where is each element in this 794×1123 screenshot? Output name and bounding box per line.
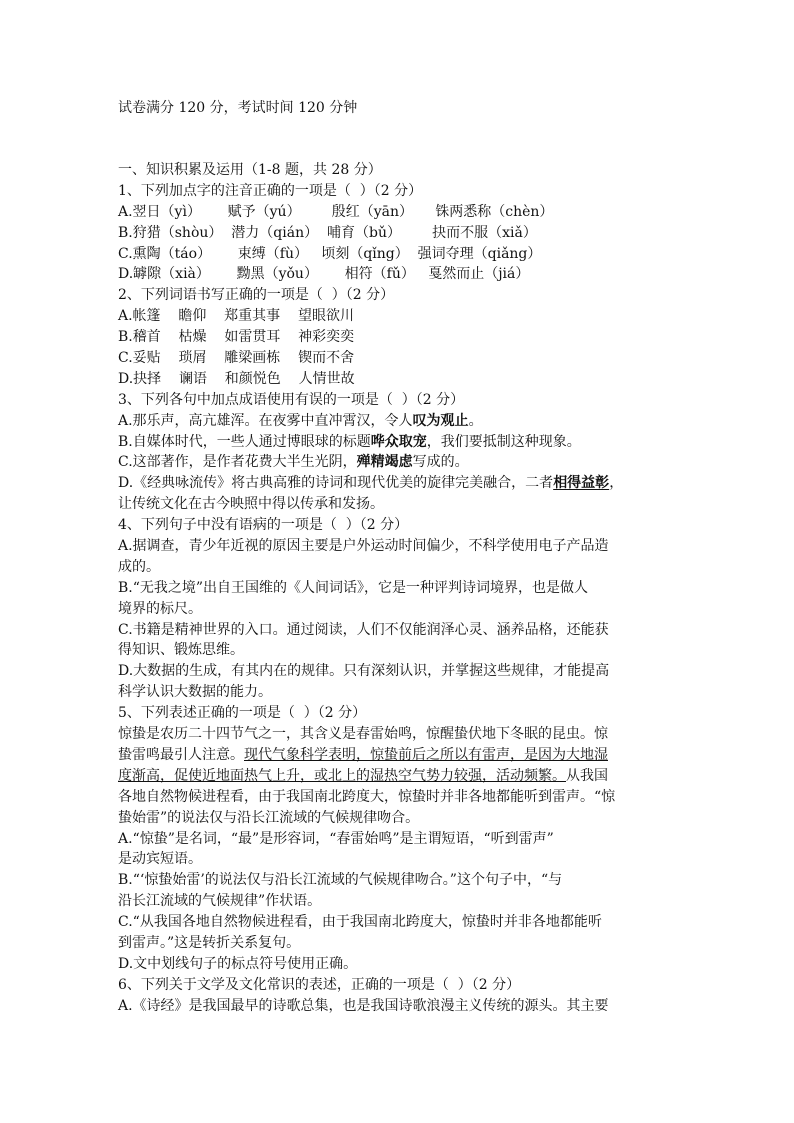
q1-option-a: A.翌日（yì） 赋予（yú） 殷红（yān） 铢两悉称（chèn） [118,203,554,220]
q5-option-c: C.“从我国各地自然物候进程看，由于我国南北跨度大，惊蛰时并非各地都能听 [118,914,602,931]
q3-c-end: 写成的。 [412,454,469,471]
q5-stem: 5、下列表述正确的一项是（ ）（2 分） [118,705,367,722]
q4-option-a: A.据调查，青少年近视的原因主要是户外运动时间偏少，不科学使用电子产品造 [118,538,609,555]
q5-option-a-cont: 是动宾短语。 [118,851,202,868]
q3-stem: 3、下列各句中加点成语使用有误的一项是（ ）（2 分） [118,391,465,408]
q1-option-d: D.罅隙（xià） 黝黑（yǒu） 相符（fǔ） 戛然而止（jiá） [118,266,530,283]
q4-option-c: C.书籍是精神世界的入口。通过阅读，人们不仅能润泽心灵、涵养品格，还能获 [118,621,609,638]
q1-option-b: B.狩猎（shòu） 潜力（qián） 哺育（bǔ） 抉而不服（xiǎ） [118,224,537,241]
q3-option-d [118,473,678,494]
q5-option-d: D.文中划线句子的标点符号使用正确。 [118,955,358,972]
q5-option-c-cont: 到雷声。”这是转折关系复句。 [118,934,301,951]
q5-underlined-sentence: 现代气象科学表明，惊蛰前后之所以有雷声，是因为大地湿 [244,746,608,763]
q3-d-idiom: 相得益彰 [553,475,610,492]
q2-option-d: D.抉择 谰语 和颜悦色 人情世故 [118,370,355,387]
q3-option-b [118,432,678,453]
q5-option-b-cont: 沿长江流域的气候规律”作状语。 [118,893,322,910]
q5-underlined-sentence-cont: 度渐高，促使近地面热气上升，或北上的湿热空气势力较强，活动频繁。 [118,767,566,784]
q5-passage-2 [118,745,678,766]
q4-option-d-cont: 科学认识大数据的能力。 [118,684,272,701]
q2-option-a: A.帐篷 瞻仰 郑重其事 望眼欲川 [118,308,354,325]
q2-option-b: B.稽首 枯燥 如雷贯耳 神彩奕奕 [118,329,355,346]
q5-passage-5: 蛰始雷”的说法仅与沿长江流域的气候规律吻合。 [118,809,420,826]
q6-stem: 6、下列关于文学及文化常识的表述，正确的一项是（ ）（2 分） [118,976,521,993]
q3-a-idiom: 叹为观止 [412,412,469,429]
q3-c-idiom: 殚精竭虑 [356,454,413,471]
q5-passage-3-text: 从我国 [566,767,608,784]
q3-b-text: B.自媒体时代，一些人通过博眼球的标题 [118,433,371,450]
q1-stem: 1、下列加点字的注音正确的一项是（ ）（2 分） [118,182,423,199]
section-title: 一、知识积累及运用（1-8 题，共 28 分） [118,162,382,178]
q1-option-c: C.熏陶（táo） 束缚（fù） 顷刻（qǐng） 强词夺理（qiǎng） [118,245,542,262]
q3-d-end: ， [609,475,624,492]
q4-stem: 4、下列句子中没有语病的一项是（ ）（2 分） [118,517,409,534]
q6-option-a: A.《诗经》是我国最早的诗歌总集，也是我国诗歌浪漫主义传统的源头。其主要 [118,997,609,1014]
q4-option-a-cont: 成的。 [118,558,160,575]
q3-option-c [118,452,678,473]
q3-b-idiom: 哗众取宠 [370,433,427,450]
q3-a-text: A.那乐声，高亢雄浑。在夜雾中直冲霄汉，令人 [118,412,413,429]
q3-b-end: ，我们要抵制这种现象。 [426,433,581,450]
exam-body [118,160,678,1017]
q3-d-text: D.《经典咏流传》将古典高雅的诗词和现代优美的旋律完美融合，二者 [118,475,554,492]
q3-c-text: C.这部著作，是作者花费大半生光阴， [118,454,357,471]
q3-a-end: 。 [468,412,483,429]
q5-passage-4: 各地自然物候进程看，由于我国南北跨度大，惊蛰时并非各地都能听到雷声。“惊 [118,788,616,805]
q5-passage-3 [118,766,678,787]
q4-option-c-cont: 得知识、锻炼思维。 [118,642,244,659]
q5-option-b: B.“‘惊蛰始雷’的说法仅与沿长江流域的气候规律吻合。”这个句子中，“与 [118,872,563,889]
q5-passage-2-text: 蛰雷鸣最引人注意。 [118,746,244,763]
q5-passage-1: 惊蛰是农历二十四节气之一，其含义是春雷始鸣，惊醒蛰伏地下冬眠的昆虫。惊 [118,726,608,743]
q2-stem: 2、下列词语书写正确的一项是（ ）（2 分） [118,287,395,304]
q5-option-a: A.“惊蛰”是名词，“最”是形容词，“春雷始鸣”是主谓短语，“听到雷声” [118,830,554,847]
q3-option-d-cont: 让传统文化在古今映照中得以传承和发扬。 [118,496,384,513]
q4-option-d: D.大数据的生成，有其内在的规律。只有深刻认识，并掌握这些规律，才能提高 [118,663,610,680]
q2-option-c: C.妥贴 琐屑 雕梁画栋 锲而不舍 [118,350,355,367]
q4-option-b-cont: 境界的标尺。 [118,600,202,617]
q3-option-a [118,411,678,432]
exam-info: 试卷满分 120 分，考试时间 120 分钟 [118,100,358,116]
q4-option-b: B.“无我之境”出自王国维的《人间词话》，它是一种评判诗词境界，也是做人 [118,579,589,596]
